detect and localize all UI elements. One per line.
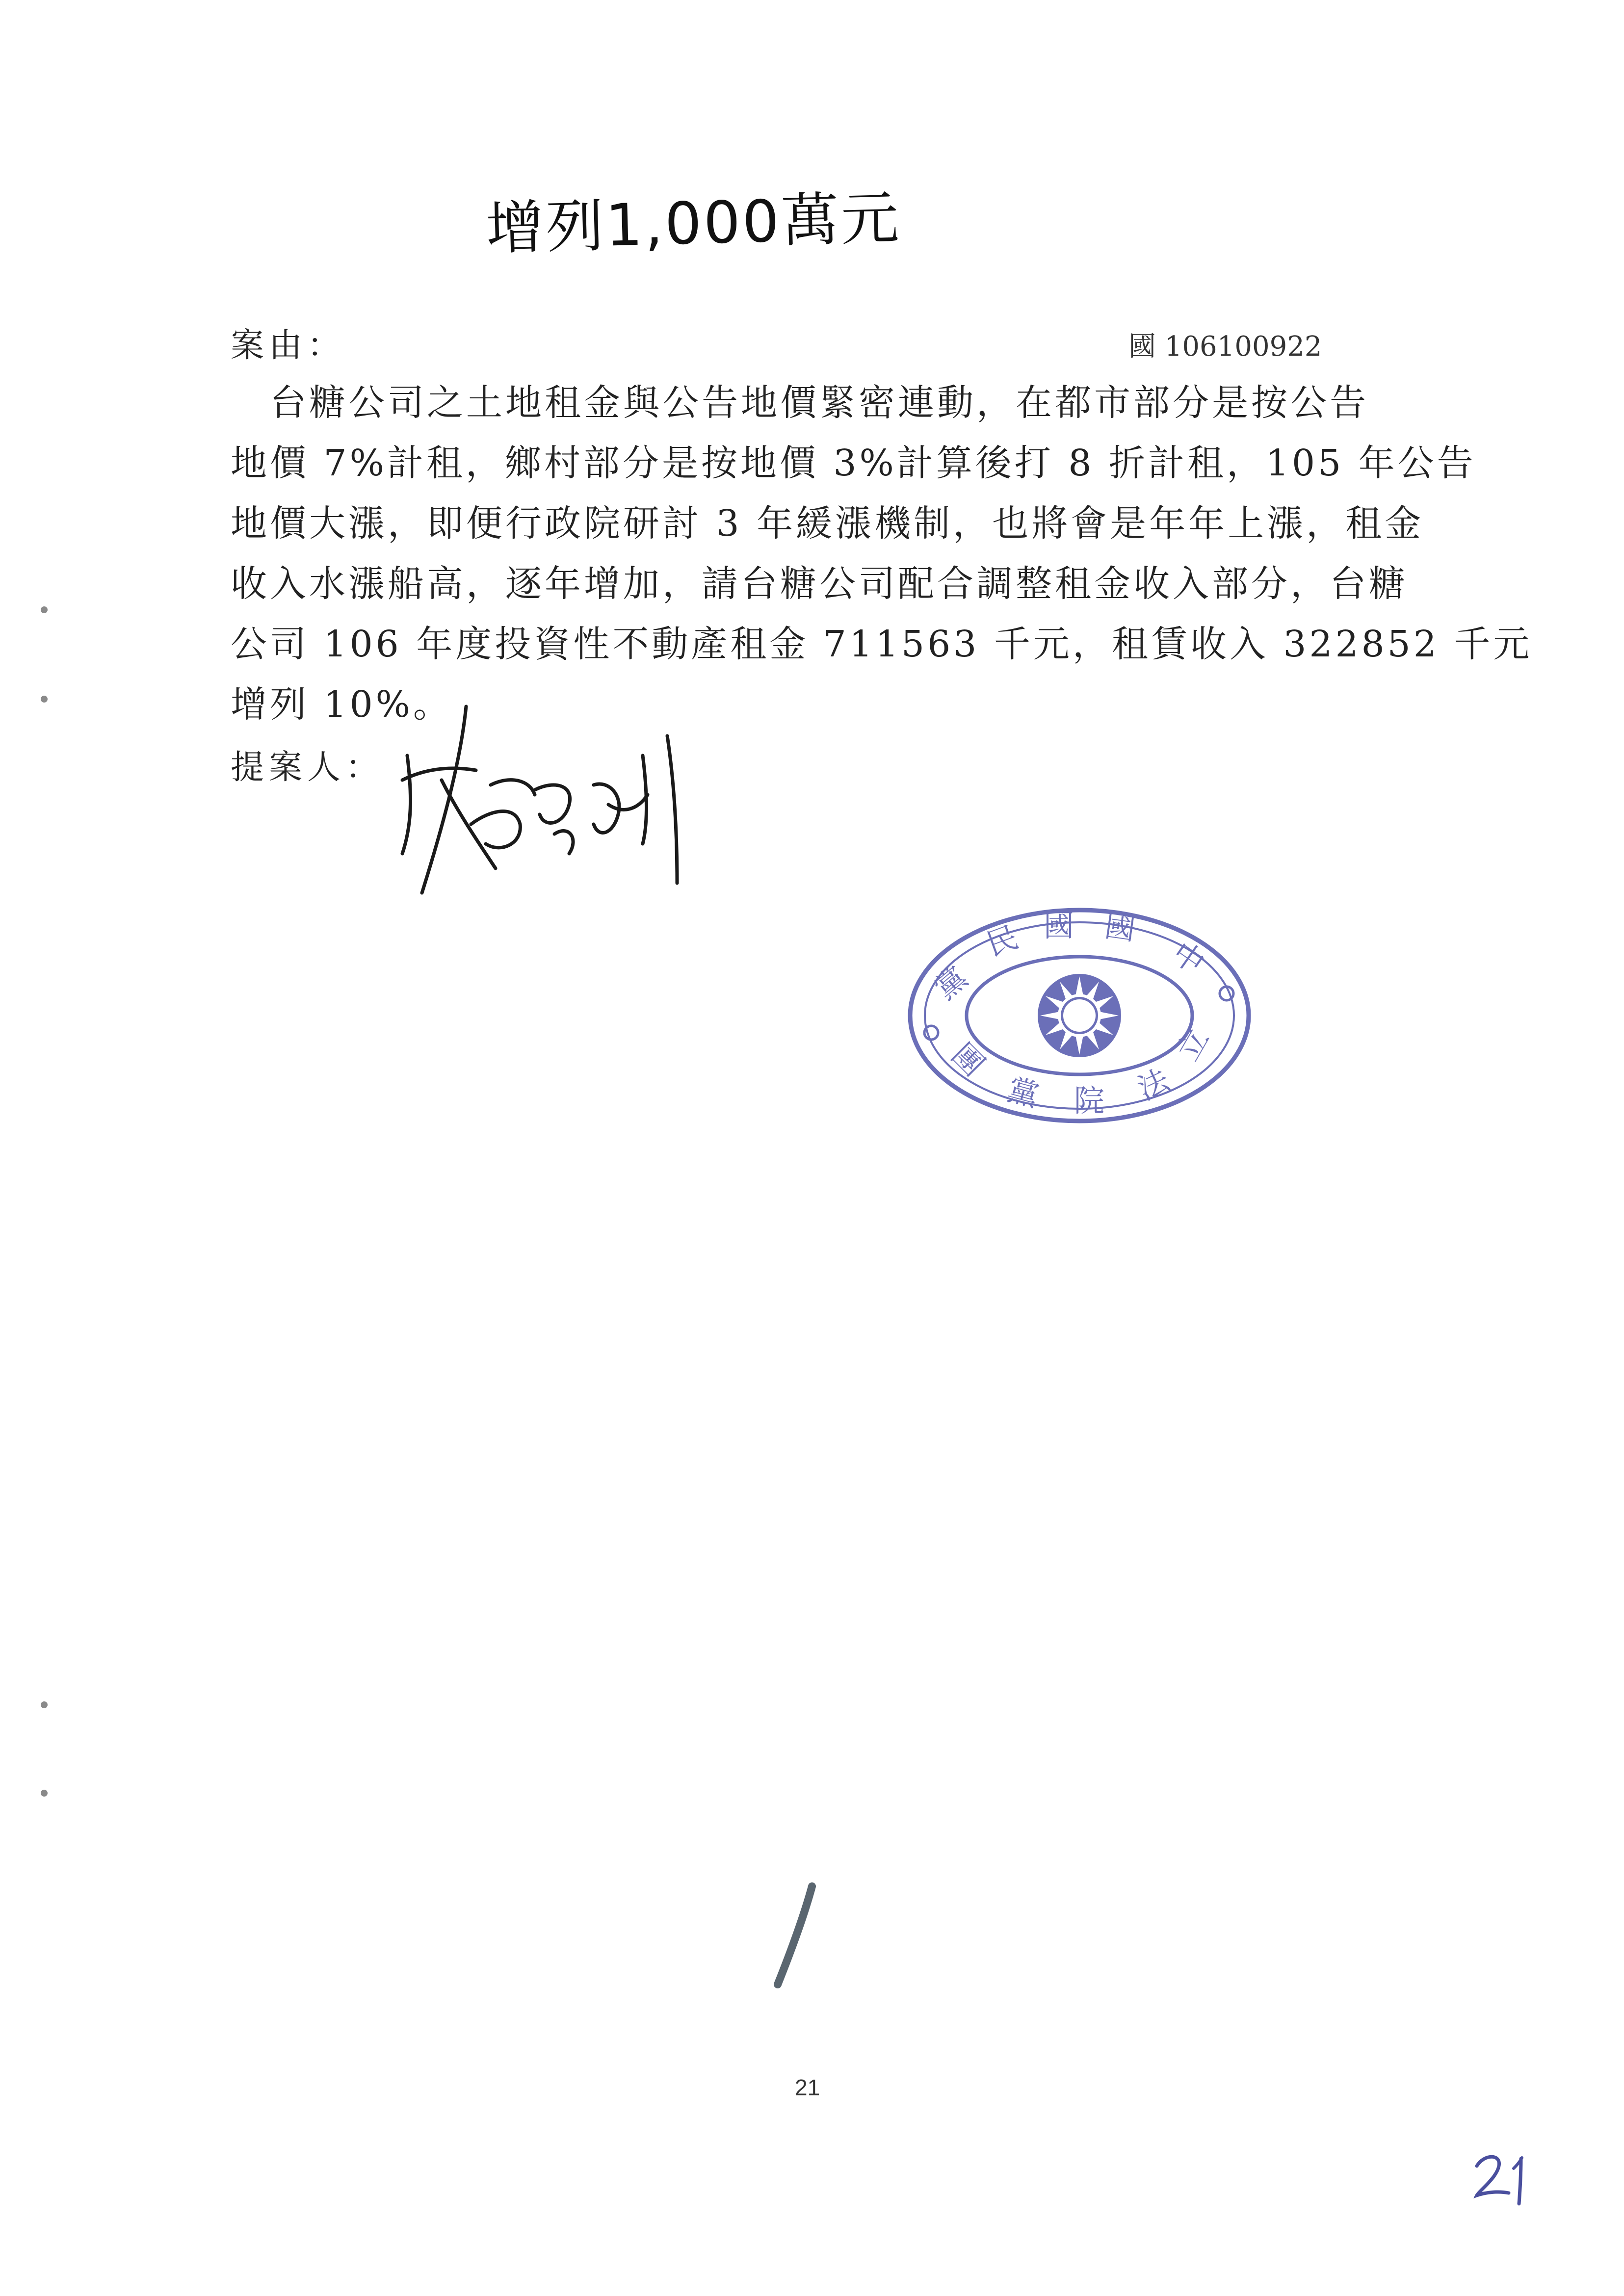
handwritten-signature: [393, 697, 707, 913]
seal-character: 立: [1170, 1022, 1216, 1067]
body-line: 地價 7%計租，鄉村部分是按地價 3%計算後打 8 折計租，105 年公告: [231, 442, 1476, 484]
seal-character: 國: [1043, 908, 1074, 943]
proposer-label: 提案人：: [231, 748, 384, 787]
seal-character: 團: [944, 1036, 992, 1083]
seal-character: 院: [1074, 1083, 1105, 1119]
body-line: 公司 106 年度投資性不動產租金 711563 千元，租賃收入 322852 千元: [231, 623, 1533, 665]
scan-hole-mark: [41, 1701, 48, 1708]
scan-hole-mark: [41, 1790, 48, 1797]
seal-character: 法: [1132, 1062, 1175, 1107]
handwritten-title: 增列1,000萬元: [485, 183, 902, 263]
body-line: 地價大漲，即便行政院研討 3 年緩漲機制，也將會是年年上漲，租金: [231, 502, 1424, 545]
seal-character: 國: [1102, 908, 1138, 948]
scan-hole-mark: [41, 696, 48, 703]
document-number: 國 106100922: [1128, 331, 1322, 363]
body-line: 增列 10%。: [231, 683, 452, 726]
reason-label: 案由：: [231, 326, 346, 365]
handwritten-page-number: [1472, 2149, 1536, 2208]
seal-character: 黨: [1004, 1071, 1043, 1114]
seal-character: 黨: [927, 959, 974, 1007]
reason-body: [231, 373, 1533, 735]
party-caucus-seal: [903, 893, 1256, 1138]
scan-hole-mark: [41, 606, 48, 613]
seal-character: 民: [982, 918, 1023, 963]
pen-stroke-mark: [765, 1879, 824, 1992]
body-line: 收入水漲船高，逐年增加，請台糖公司配合調整租金收入部分，台糖: [231, 563, 1408, 605]
page-number: 21: [795, 2075, 820, 2100]
body-line: 台糖公司之土地租金與公告地價緊密連動，在都市部分是按公告: [231, 382, 1369, 424]
seal-character: 中: [1165, 934, 1211, 982]
